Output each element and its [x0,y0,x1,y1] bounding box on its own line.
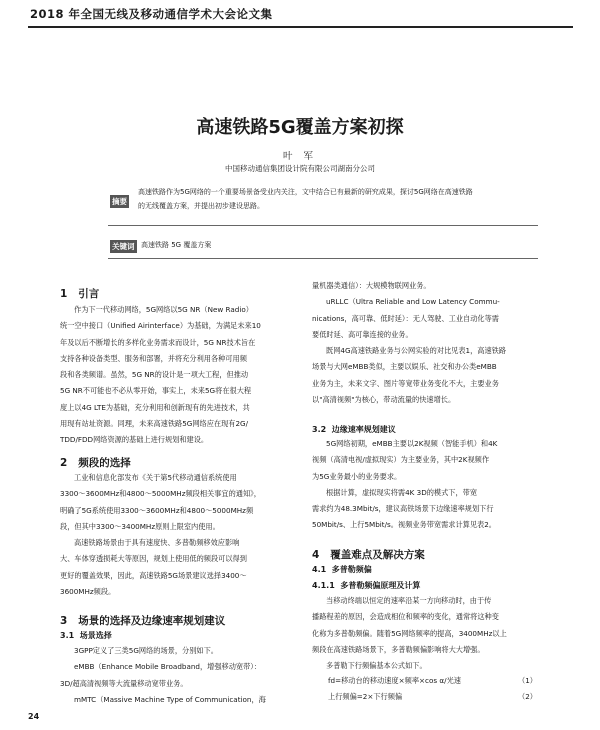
paragraph-line: 50Mbit/s、上行5Mbit/s。视频业务带宽需求计算见表2。 [312,520,496,530]
paper-title: 高速铁路5G覆盖方案初探 [196,117,404,138]
paragraph-line: 业务为主，未来文字、图片等宽带业务变化不大，主要业务 [312,378,499,388]
paragraph-line: 工业和信息化部发布《关于第5代移动通信系统使用 [74,473,237,482]
paragraph-line: 3300～3600MHz和4800～5000MHz频段相关事宜的通知》， [60,489,261,499]
paragraph-line: 3D/超高清视频等大流量移动宽带业务。 [60,678,188,688]
paragraph-line: 播路程差的原因，会造成相位和频率的变化，通常将这种变 [312,612,499,622]
paragraph-line: 根据计算，虚拟现实将需4K 3D的模式下，带宽 [326,487,478,497]
paragraph-line: 3GPP定义了三类5G网络的场景，分别如下。 [74,646,218,655]
paragraph-line: 高速铁路场景由于具有速度快、多普勒频移效应影响 [74,538,240,548]
paragraph-line: 为5G业务最小的业务要求。 [312,471,402,481]
paragraph-line: 5G NR不可能也不必从零开始，事实上，未来5G将在很大程 [60,386,252,396]
page-number: 24 [28,712,40,721]
subsection-heading: 3.1 场景选择 [60,631,112,640]
paragraph-line: 作为下一代移动网络，5G网络以5G NR（New Radio） [74,305,253,314]
paragraph-line: 大、车体穿透损耗大等原因，规划上使用低的频段可以得到 [60,554,247,564]
keywords-text: 高速铁路 5G 覆盖方案 [141,241,212,249]
paragraph-line: 支持各种设备类型、服务和部署，并将充分利用各种可用频 [60,353,247,363]
abstract-text [138,185,538,213]
abstract-line: 的无线覆盖方案，并提出初步建设思路。 [138,202,264,210]
equation-2: 上行频偏=2×下行频偏 [328,692,403,701]
paragraph-line: 场景与大网eMBB类似，主要以娱乐、社交和办公类eMBB [312,362,497,372]
equation-2-number: （2） [518,692,537,701]
paragraph-line: uRLLC（Ultra Reliable and Low Latency Commu- [326,297,500,307]
section-heading: 3 场景的选择及边缘速率规划建议 [60,615,226,627]
paragraph-line: 多普勒下行频偏基本公式如下。 [326,661,427,671]
subsubsection-heading: 4.1.1 多普勒频偏原理及计算 [312,581,421,590]
paragraph-line: 用现有站址资源。同理，未来高速铁路5G网络应在现有2G/ [60,419,249,429]
section-2-body [60,470,296,600]
paragraph-line: 既网4G高速铁路业务与公网实验的对比见表1，高速铁路 [326,346,507,356]
section-1-body [60,302,296,449]
paragraph-line: eMBB（Enhance Mobile Broadband，增强移动宽带）： [74,662,262,672]
paragraph-line: 段和各类频谱。虽然，5G NR的设计是一项大工程，但推动 [60,370,249,380]
running-header: 2018 年全国无线及移动通信学术大会论文集 [30,7,273,21]
section-4-1-1-body [312,593,548,674]
section-3-2-body [312,436,548,534]
right-column-intro [312,278,548,408]
paragraph-line: nications，高可靠、低时延）：无人驾驶、工业自动化等需 [312,313,499,323]
section-heading: 1 引言 [60,288,100,300]
section-heading: 2 频段的选择 [60,457,131,469]
paragraph-line: 5G网络初期，eMBB主要以2K视频（智能手机）和4K [326,439,498,448]
paragraph-line: 3600MHz频段。 [60,587,116,597]
abstract-divider [108,225,538,226]
subsection-heading: 4.1 多普勒频偏 [312,565,372,574]
header-rule [28,26,573,28]
keywords-label: 关键词 [112,242,135,251]
paragraph-line: 要低时延、高可靠连接的业务。 [312,329,413,339]
abstract-line: 高速铁路作为5G网络的一个重要场景备受业内关注，文中结合已有最新的研究成果，探讨5G网络在高速铁路 [138,188,473,196]
paragraph-line: 需求约为48.3Mbit/s，建议高铁场景下边缘速率规划下行 [312,504,494,514]
subsection-heading: 3.2 边缘速率规划建议 [312,425,396,434]
section-heading: 4 覆盖难点及解决方案 [312,549,425,561]
paragraph-line: 当移动终端以恒定的速率沿某一方向移动时，由于传 [326,596,492,605]
paragraph-line: 度上以4G LTE为基础，充分利用和创新现有的先进技术，共 [60,402,250,412]
paragraph-line: 统一空中接口（Unified Airinterface）为基础，为满足未来10 [60,321,261,331]
paragraph-line: 以"高清视频"为核心，带动流量的快速增长。 [312,395,456,405]
author: 叶 军 [282,151,318,162]
affiliation: 中国移动通信集团设计院有限公司湖南分公司 [225,164,375,173]
paragraph-line: 频段在高速铁路场景下，多普勒频偏影响将大大增强。 [312,644,485,654]
paragraph-line: 明确了5G系统使用3300～3600MHz和4800～5000MHz频 [60,505,254,515]
paragraph-line: 更好的覆盖效果，因此，高速铁路5G场景建议选择3400～ [60,570,247,580]
section-3-1-body [60,643,296,708]
paragraph-line: TDD/FDD网络资源的基础上进行规划和建设。 [60,435,209,445]
equation-1-number: （1） [518,676,537,685]
paragraph-line: 视频（高清电视/虚拟现实）为主要业务，其中2K视频作 [312,455,490,465]
paragraph-line: mMTC（Massive Machine Type of Communication，海 [74,694,266,704]
paragraph-line: 化称为多普勒频偏。随着5G网络频率的提高，3400MHz以上 [312,628,507,638]
equation-1: fd=移动台的移动速度×频率×cos α/光速 [328,676,461,685]
keywords-divider [108,258,538,259]
paragraph-line: 段，但其中3300～3400MHz原则上限室内使用。 [60,521,220,531]
paragraph-line: 年及以后不断增长的多样化业务需求而设计，5G NR技术旨在 [60,337,256,347]
abstract-label: 摘要 [112,197,127,206]
paragraph-line: 量机器类通信）：大规模物联网业务。 [312,281,431,290]
